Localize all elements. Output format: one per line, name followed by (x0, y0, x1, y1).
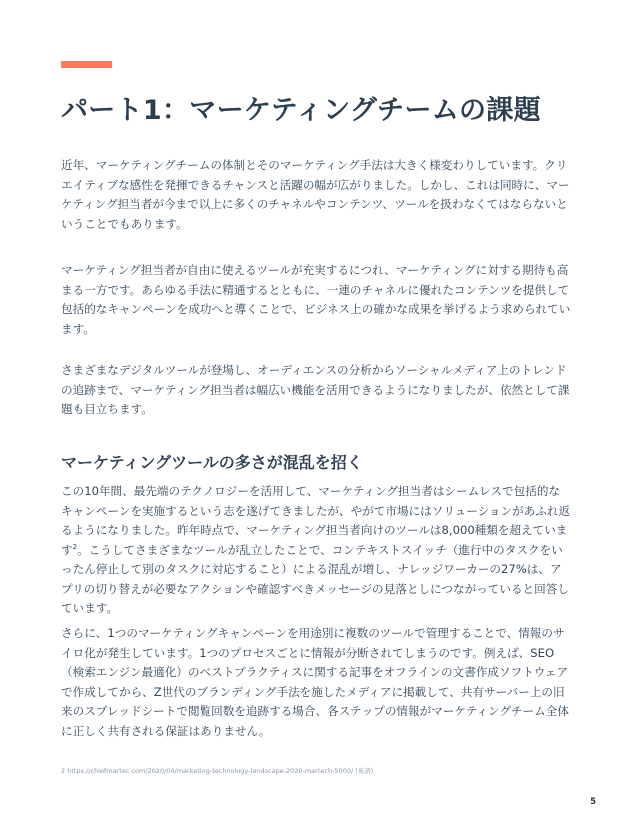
page-number: 5 (590, 797, 596, 807)
section-paragraph-1-text-cont: 。こうしてさまざまなツールが乱立したことで、コンテキストスイッチ（進行中のタスクをいったん停止して別のタスクに対応すること）による混乱が増し、ナレッジワーカーの27%は、アプリの切り替えが必要なアクションや確認すべきメッセージの見落としにつながっていると回答しています。 (61, 542, 569, 615)
section-paragraph-1 (61, 482, 571, 619)
intro-paragraph-1: 近年、マーケティングチームの体制とそのマーケティング手法は大きく様変わりしています。クリエイティブな感性を発揮できるチャンスと活躍の幅が広がりました。しかし、これは同時に、マーケティング担当者が今まで以上に多くのチャネルやコンテンツ、ツールを扱わなくてはならないということでもあります。 (61, 158, 570, 231)
accent-bar (61, 61, 112, 68)
section-paragraph-1-text: この10年間、最先端のテクノロジーを活用して、マーケティング担当者はシームレスで包括的なキャンペーンを実施するという志を遂げてきましたが、やがて市場にはソリューションがあふれ返るようになりました。昨年時点で、マーケティング担当者向けのツールは8,000種類を超えています (61, 484, 571, 557)
intro-paragraph-3: さまざまなデジタルツールが登場し、オーディエンスの分析からソーシャルメディア上のトレンドの追跡まで、マーケティング担当者は幅広い機能を活用できるようになりましたが、依然として課題も目立ちます。 (61, 363, 570, 416)
intro-paragraph-2: マーケティング担当者が自由に使えるツールが充実するにつれ、マーケティングに対する期待も高まる一方です。あらゆる手法に精通するとともに、一連のチャネルに優れたコンテンツを提供して包括的なキャンペーンを成功へと導くことで、ビジネス上の確かな成果を挙げるよう求められています。 (61, 263, 571, 336)
section-heading: マーケティングツールの多さが混乱を招く (61, 453, 363, 472)
footnote-ref: 2 (72, 542, 78, 551)
section-paragraph-2: さらに、1つのマーケティングキャンペーンを用途別に複数のツールで管理することで、情報のサイロ化が発生しています。1つのプロセスごとに情報が分断されてしまうのです。例えば、SEO（検索エンジン最適化）のベストプラクティスに関する記事をオフラインの文書作成ソフトウェアで作成してから、Z世代のブランディング手法を施したメディアに掲載して、共有サーバー上の旧来のスプレッドシートで閲覧回数を追跡する場合、各ステップの情報がマーケティングチーム全体に正しく共有される保証はありません。 (61, 626, 569, 738)
page-title: パート1：マーケティングチームの課題 (61, 95, 541, 126)
footnote: 2 https://chiefmartec.com/2020/04/marketing-technology-landscape-2020-martech-5000/ (英語) (61, 767, 374, 775)
